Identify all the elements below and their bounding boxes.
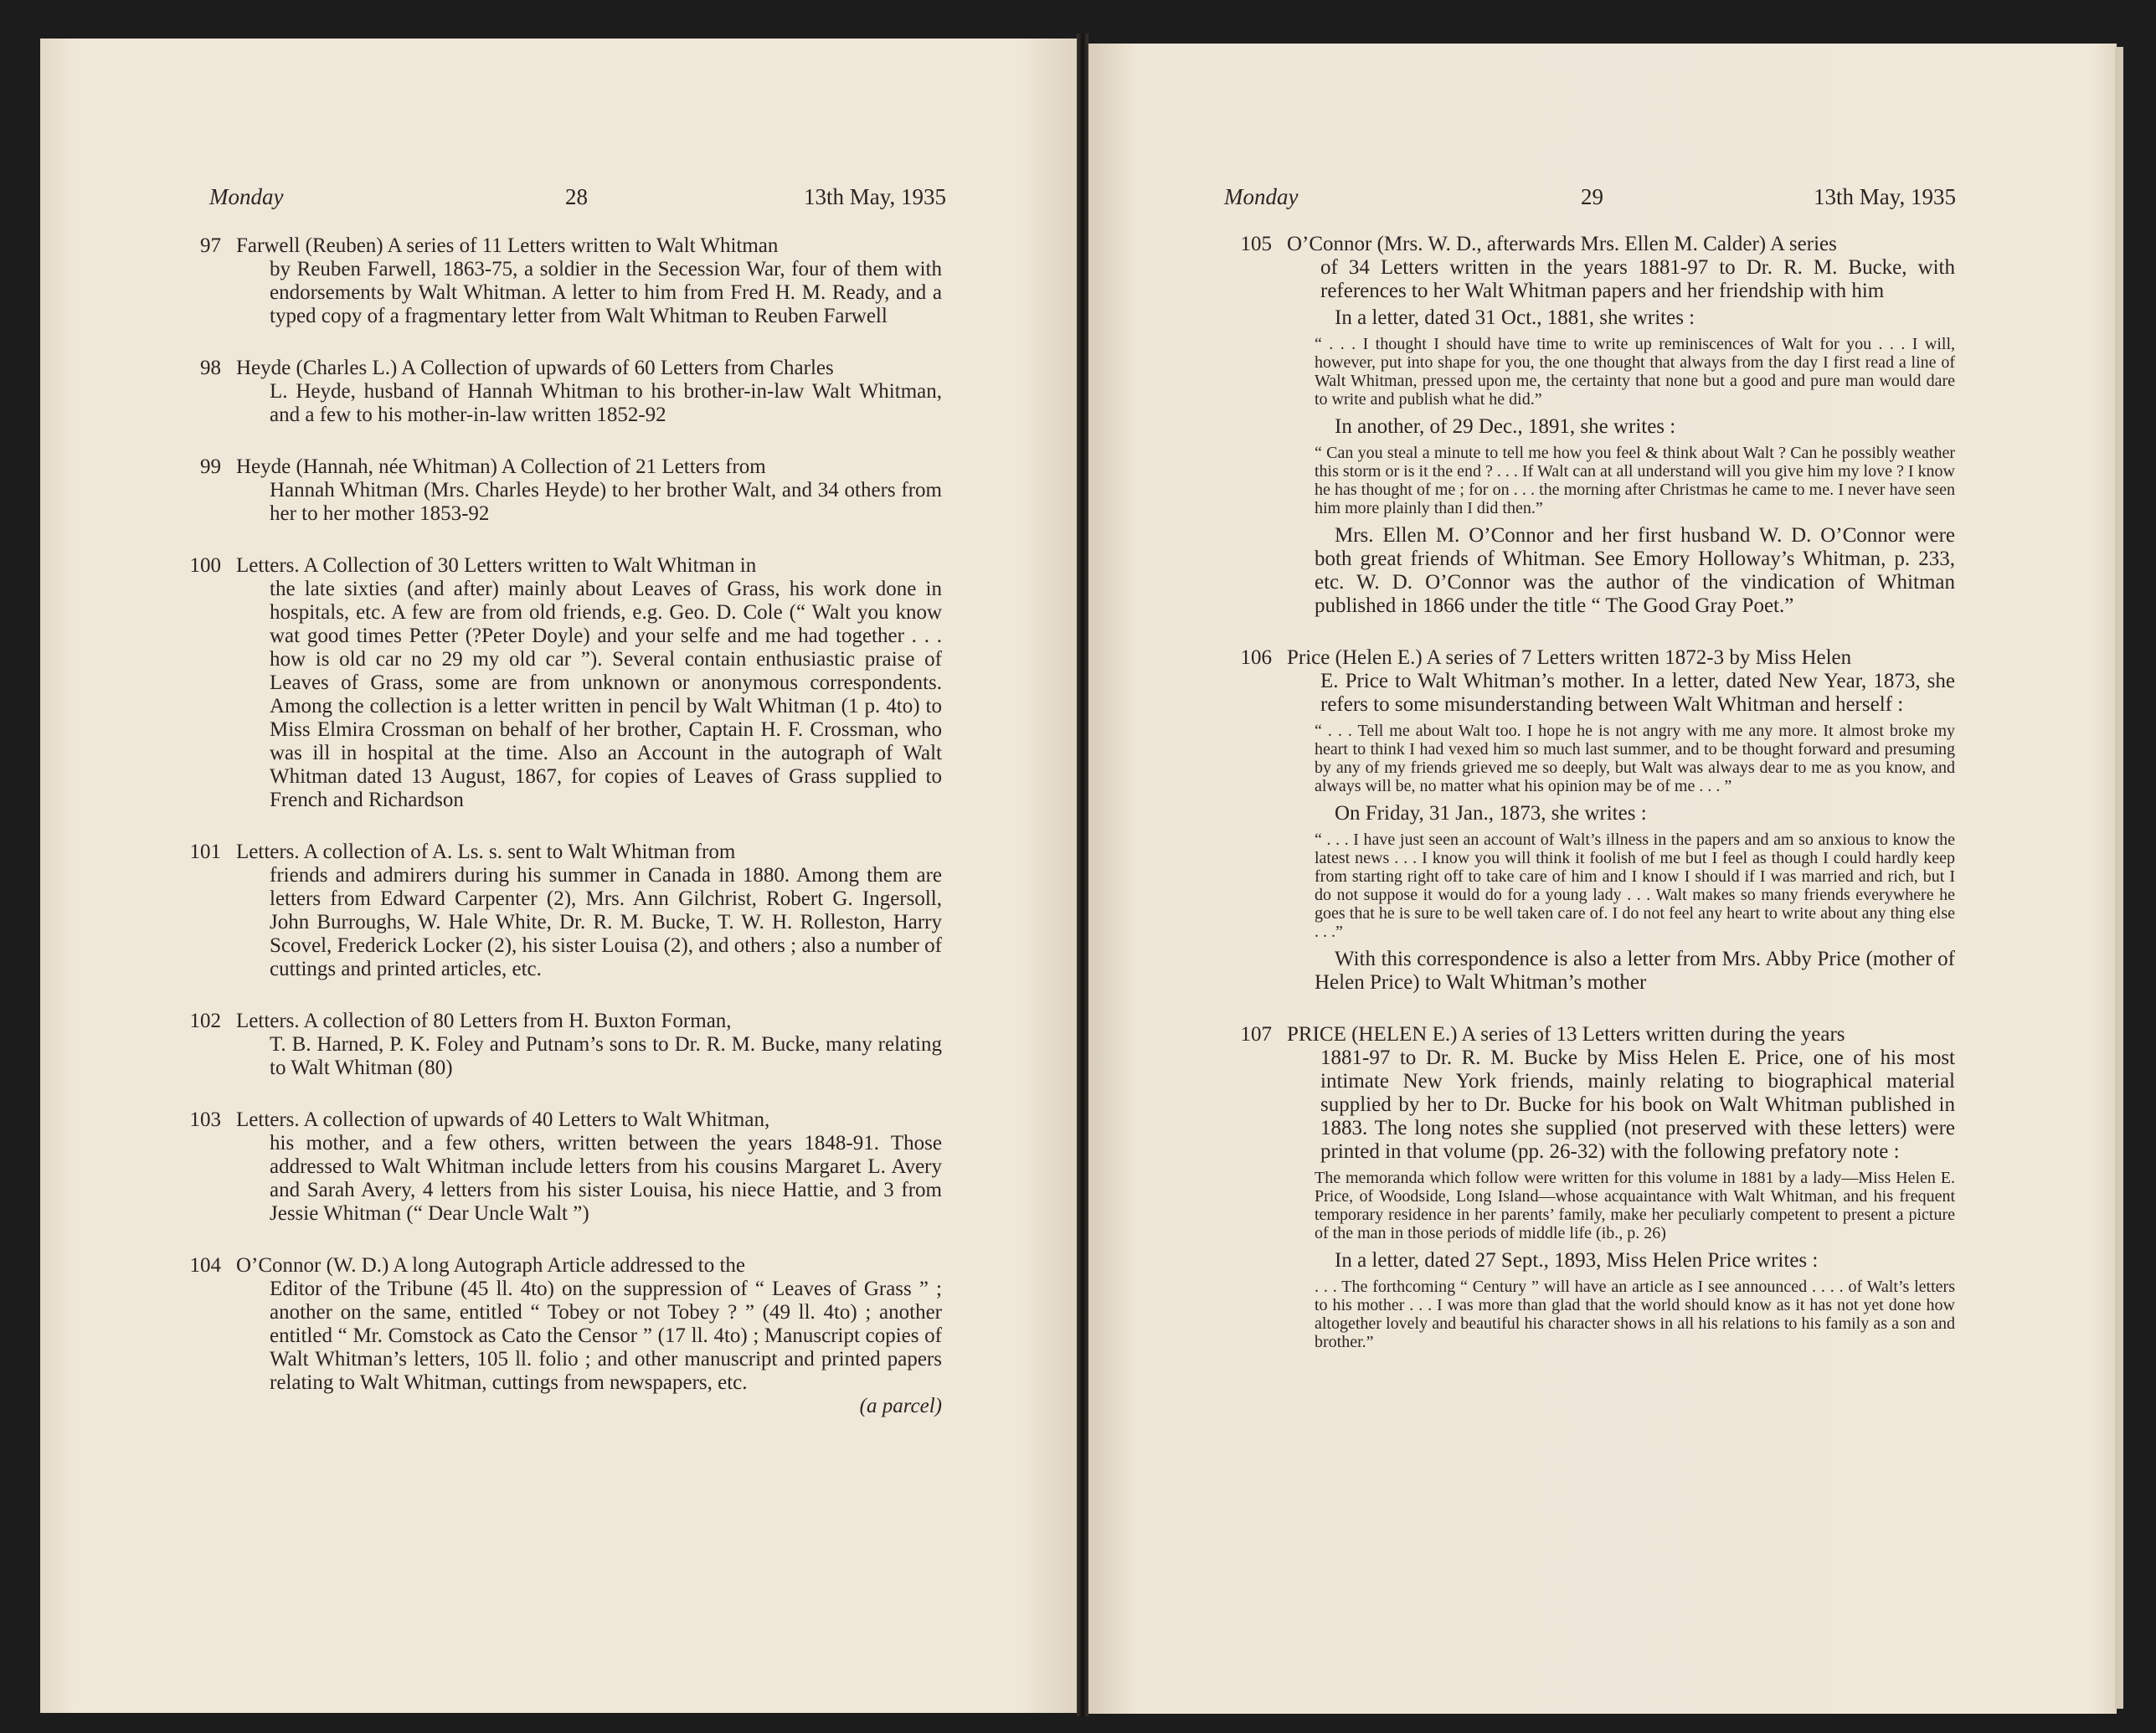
lot-number: 97 <box>200 234 221 257</box>
lot-description: Hannah Whitman (Mrs. Charles Heyde) to her brother Walt, and 34 others from her to her mother 1853-92 <box>270 479 942 525</box>
lot-entry <box>1218 646 1955 995</box>
lot-title: PRICE (HELEN E.) A series of 13 Letters written during the years <box>1287 1023 1845 1046</box>
lot-quotation: “ . . . I have just seen an account of Walt’s illness in the papers and am so anxious to know the latest news . . . I know you will think it foolish of me but I feel as though I could hardly keep from starting right off to take care of him and I know I should if I was married and rich, but I do not suppose it would do for a young lady . . . Walt makes so many friends everywhere he goes that he is sure to be well taken care of. I do not feel any heart to write about any thing else . . .” <box>1315 831 1955 941</box>
lot-description: by Reuben Farwell, 1863-75, a soldier in the Secession War, four of them with endorsements by Walt Whitman. A letter to him from Fred H. M. Ready, and a typed copy of a fragmentary letter from Walt Whitman to Reuben Farwell <box>270 258 942 327</box>
lot-title: Letters. A Collection of 30 Letters written to Walt Whitman in <box>236 554 757 577</box>
lot-entry <box>167 357 942 427</box>
lot-entry <box>167 1010 942 1080</box>
lot-entry <box>1218 1023 1955 1351</box>
lot-number: 105 <box>1240 233 1272 255</box>
lot-paragraph: In a letter, dated 31 Oct., 1881, she writes : <box>1335 306 1695 329</box>
lot-description: the late sixties (and after) mainly about Leaves of Grass, his work done in hospitals, etc. A few are from old friends, e.g. Geo. D. Cole (“ Walt you know wat good times Petter (?Peter Doyle) and your selfe and me had together . . . how is old car no 29 my old car ”). Several contain enthusiastic praise of Leaves of Grass, some are from unknown or anonymous correspondents. Among the collection is a letter written in pencil by Walt Whitman (1 p. 4to) to Miss Elmira Crossman on behalf of her brother, Captain H. F. Crossman, who was ill in hospital at the time. Also an Account in the autograph of Walt Whitman dated 13 August, 1867, for copies of Leaves of Grass supplied to French and Richardson <box>270 578 942 811</box>
lot-description: his mother, and a few others, written between the years 1848-91. Those addressed to Walt Whitman include letters from his cousins Margaret L. Avery and Sarah Avery, 4 letters from his sister Louisa, his niece Hattie, and 3 from Jessie Whitman (“ Dear Uncle Walt ”) <box>270 1132 942 1225</box>
lot-description: E. Price to Walt Whitman’s mother. In a letter, dated New Year, 1873, she refers to some misunderstanding between Walt Whitman and herself : <box>1320 670 1955 716</box>
header-day: Monday <box>1224 184 1299 209</box>
header-date: 13th May, 1935 <box>804 184 946 209</box>
lot-number: 107 <box>1240 1023 1272 1046</box>
lot-title: Letters. A collection of A. Ls. s. sent to Walt Whitman from <box>236 841 736 863</box>
lot-description: Editor of the Tribune (45 ll. 4to) on the suppression of “ Leaves of Grass ” ; another on the same, entitled “ Tobey or not Tobey ? ” (49 ll. 4to) ; another entitled “ Mr. Comstock as Cato the Censor ” (17 ll. 4to) ; Manuscript copies of Walt Whitman’s letters, 105 ll. folio ; and other manuscript and printed papers relating to Walt Whitman, cuttings from newspapers, etc. <box>270 1278 942 1394</box>
lot-quantity: (a parcel) <box>859 1395 942 1417</box>
lot-entry <box>167 1254 942 1418</box>
lot-title: Heyde (Hannah, née Whitman) A Collection of 21 Letters from <box>236 455 766 478</box>
lot-description: T. B. Harned, P. K. Foley and Putnam’s sons to Dr. R. M. Bucke, many relating to Walt Whitman (80) <box>270 1033 942 1079</box>
lot-description: 1881-97 to Dr. R. M. Bucke by Miss Helen E. Price, one of his most intimate New York friends, mainly relating to biographical material supplied by her to Dr. Bucke for his book on Walt Whitman published in 1883. The long notes she supplied (not preserved with these letters) were printed in that volume (pp. 26-32) with the following prefatory note : <box>1320 1046 1955 1163</box>
lot-title: Letters. A collection of upwards of 40 Letters to Walt Whitman, <box>236 1108 770 1131</box>
lot-paragraph: In another, of 29 Dec., 1891, she writes : <box>1335 415 1676 438</box>
lot-description: L. Heyde, husband of Hannah Whitman to his brother-in-law Walt Whitman, and a few to his mother-in-law written 1852-92 <box>270 380 942 426</box>
lot-title: O’Connor (W. D.) A long Autograph Article addressed to the <box>236 1254 746 1277</box>
lot-number: 99 <box>200 455 221 478</box>
lot-entry <box>167 1108 942 1226</box>
lot-description: of 34 Letters written in the years 1881-97 to Dr. R. M. Bucke, with references to her Walt Whitman papers and her friendship with him <box>1320 256 1955 302</box>
lot-quotation: . . . The forthcoming “ Century ” will have an article as I see announced . . . . of Walt’s letters to his mother . . . I was more than glad that the world should know as it has not yet done how altogether lovely and beautiful his character shows in all his relations to his family as a son and brother.” <box>1315 1278 1955 1351</box>
lot-paragraph: With this correspondence is also a letter from Mrs. Abby Price (mother of Helen Price) to Walt Whitman’s mother <box>1315 948 1955 994</box>
lot-number: 102 <box>189 1010 221 1032</box>
lot-paragraph: Mrs. Ellen M. O’Connor and her first husband W. D. O’Connor were both great friends of Whitman. See Emory Holloway’s Whitman, p. 233, etc. W. D. O’Connor was the author of the vindication of Whitman published in 1866 under the title “ The Good Gray Poet.” <box>1315 524 1955 617</box>
lot-quotation: “ Can you steal a minute to tell me how you feel & think about Walt ? Can he possibly weather this storm or is it the end ? . . . If Walt can at all understand will you give him my love ? I know he has thought of me ; for on . . . the morning after Christmas he came to me. I never have seen him more plainly than I did then.” <box>1315 444 1955 517</box>
header-day: Monday <box>209 184 284 209</box>
lot-entry <box>167 554 942 812</box>
lot-number: 104 <box>189 1254 221 1277</box>
lot-number: 103 <box>189 1108 221 1131</box>
lot-paragraph: On Friday, 31 Jan., 1873, she writes : <box>1335 802 1647 825</box>
page-number: 28 <box>565 184 588 209</box>
lot-description: friends and admirers during his summer in Canada in 1880. Among them are letters from Edward Carpenter (2), Mrs. Ann Gilchrist, Robert G. Ingersoll, John Burroughs, W. Hale White, Dr. R. M. Bucke, T. W. H. Rolleston, Harry Scovel, Frederick Locker (2), his sister Louisa (2), and others ; also a number of cuttings and printed articles, etc. <box>270 864 942 980</box>
lot-number: 100 <box>189 554 221 577</box>
page-edge <box>2115 47 2123 1709</box>
lot-title: Price (Helen E.) A series of 7 Letters written 1872-3 by Miss Helen <box>1287 646 1852 669</box>
right-lot-list <box>1218 233 1955 1380</box>
lot-paragraph: In a letter, dated 27 Sept., 1893, Miss Helen Price writes : <box>1335 1249 1819 1272</box>
lot-title: Letters. A collection of 80 Letters from H. Buxton Forman, <box>236 1010 732 1032</box>
lot-quotation: The memoranda which follow were written for this volume in 1881 by a lady—Miss Helen E. Price, of Woodside, Long Island—whose acquaintance with Walt Whitman, and his frequent temporary residence in her parents’ family, make her peculiarly competent to present a picture of the man in those periods of middle life (ib., p. 26) <box>1315 1169 1955 1242</box>
header-date: 13th May, 1935 <box>1814 184 1956 209</box>
lot-entry <box>1218 233 1955 618</box>
lot-title: O’Connor (Mrs. W. D., afterwards Mrs. Ellen M. Calder) A series <box>1287 233 1837 255</box>
lot-number: 98 <box>200 357 221 379</box>
lot-quotation: “ . . . I thought I should have time to write up reminiscences of Walt for you . . . I will, however, put into shape for you, the one thought that always from the day I first read a line of Walt Whitman, pressed upon me, the certainty that none but a good and pure man would dare to write and publish what he did.” <box>1315 335 1955 409</box>
lot-title: Heyde (Charles L.) A Collection of upwards of 60 Letters from Charles <box>236 357 834 379</box>
left-lot-list <box>167 234 942 1447</box>
lot-title: Farwell (Reuben) A series of 11 Letters written to Walt Whitman <box>236 234 779 257</box>
lot-number: 106 <box>1240 646 1272 669</box>
lot-number: 101 <box>189 841 221 863</box>
lot-quotation: “ . . . Tell me about Walt too. I hope he is not angry with me any more. It almost broke my heart to think I had vexed him so much last summer, and to be thought forward and presuming by any of my friends grieved me so deeply, but Walt was always dear to me as you know, and always will be, no matter what his opinion may be of me . . . ” <box>1315 722 1955 795</box>
book-spine <box>1077 33 1088 1716</box>
lot-entry <box>167 234 942 328</box>
page-number: 29 <box>1581 184 1603 209</box>
lot-entry <box>167 841 942 981</box>
lot-entry <box>167 455 942 526</box>
